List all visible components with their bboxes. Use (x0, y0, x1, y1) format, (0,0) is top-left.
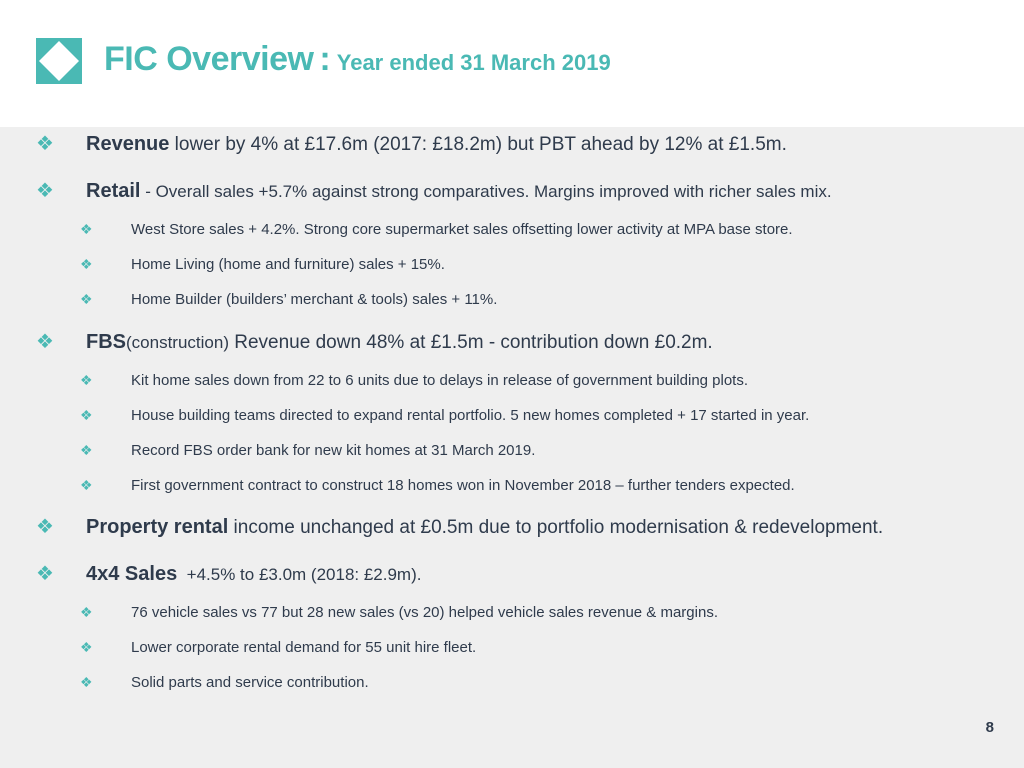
bullet-label: Property rental (86, 516, 229, 538)
bullet-text: lower by 4% at £17.6m (2017: £18.2m) but PBT ahead by 12% at £1.5m. (169, 134, 787, 155)
bullet-diamond-icon: ❖ (36, 133, 54, 155)
bullet-label: Revenue (86, 133, 170, 155)
bullet-diamond-icon: ❖ (80, 477, 93, 493)
bullet-diamond-icon: ❖ (36, 516, 54, 538)
bullet-diamond-icon: ❖ (80, 674, 93, 690)
bullet-diamond-icon: ❖ (80, 221, 93, 237)
bullet-text: - Overall sales +5.7% against strong comparatives. Margins improved with richer sales mix. (140, 182, 832, 201)
bullet-diamond-icon: ❖ (80, 639, 93, 655)
bullet-diamond-icon: ❖ (36, 563, 54, 585)
bullet-diamond-icon: ❖ (36, 331, 54, 353)
slide-header (0, 0, 1024, 127)
sub-bullet-text: Lower corporate rental demand for 55 unit hire fleet. (131, 639, 477, 656)
bullet-diamond-icon: ❖ (80, 407, 93, 423)
bullet-text: +4.5% to £3.0m (2018: £2.9m). (177, 565, 422, 584)
bullet-label: FBS (86, 331, 126, 353)
sub-bullet-text: Home Living (home and furniture) sales + 15%. (131, 256, 445, 273)
bullet-diamond-icon: ❖ (80, 291, 93, 307)
sub-bullet-text: House building teams directed to expand rental portfolio. 5 new homes completed + 17 started in year. (131, 407, 810, 424)
bullet-text: income unchanged at £0.5m due to portfolio modernisation & redevelopment. (228, 517, 884, 538)
bullet-diamond-icon: ❖ (80, 442, 93, 458)
title-separator: : (319, 40, 331, 78)
sub-bullet-text: West Store sales + 4.2%. Strong core supermarket sales offsetting lower activity at MPA base store. (131, 221, 793, 238)
sub-bullet-text: Solid parts and service contribution. (131, 674, 369, 691)
bullet-diamond-icon: ❖ (80, 604, 93, 620)
slide-title (104, 40, 611, 79)
bullet-label: 4x4 Sales (86, 563, 178, 585)
company-logo (35, 37, 83, 85)
page-number: 8 (985, 719, 994, 736)
sub-bullet-text: Home Builder (builders’ merchant & tools) sales + 11%. (131, 291, 498, 308)
bullet-text: Revenue down 48% at £1.5m - contribution down £0.2m. (228, 332, 713, 353)
sub-bullet-text: First government contract to construct 18 homes won in November 2018 – further tenders expected. (131, 477, 795, 494)
bullet-text-small: (construction) (126, 333, 229, 352)
sub-bullet-text: Record FBS order bank for new kit homes at 31 March 2019. (131, 442, 536, 459)
sub-bullet-text: 76 vehicle sales vs 77 but 28 new sales (vs 20) helped vehicle sales revenue & margins. (131, 604, 718, 621)
title-subtitle: Year ended 31 March 2019 (336, 50, 611, 75)
bullet-diamond-icon: ❖ (80, 256, 93, 272)
bullet-label: Retail (86, 180, 141, 202)
bullet-diamond-icon: ❖ (36, 180, 54, 202)
bullet-diamond-icon: ❖ (80, 372, 93, 388)
title-main: FIC Overview (104, 40, 314, 78)
sub-bullet-text: Kit home sales down from 22 to 6 units due to delays in release of government building plots. (131, 372, 749, 389)
